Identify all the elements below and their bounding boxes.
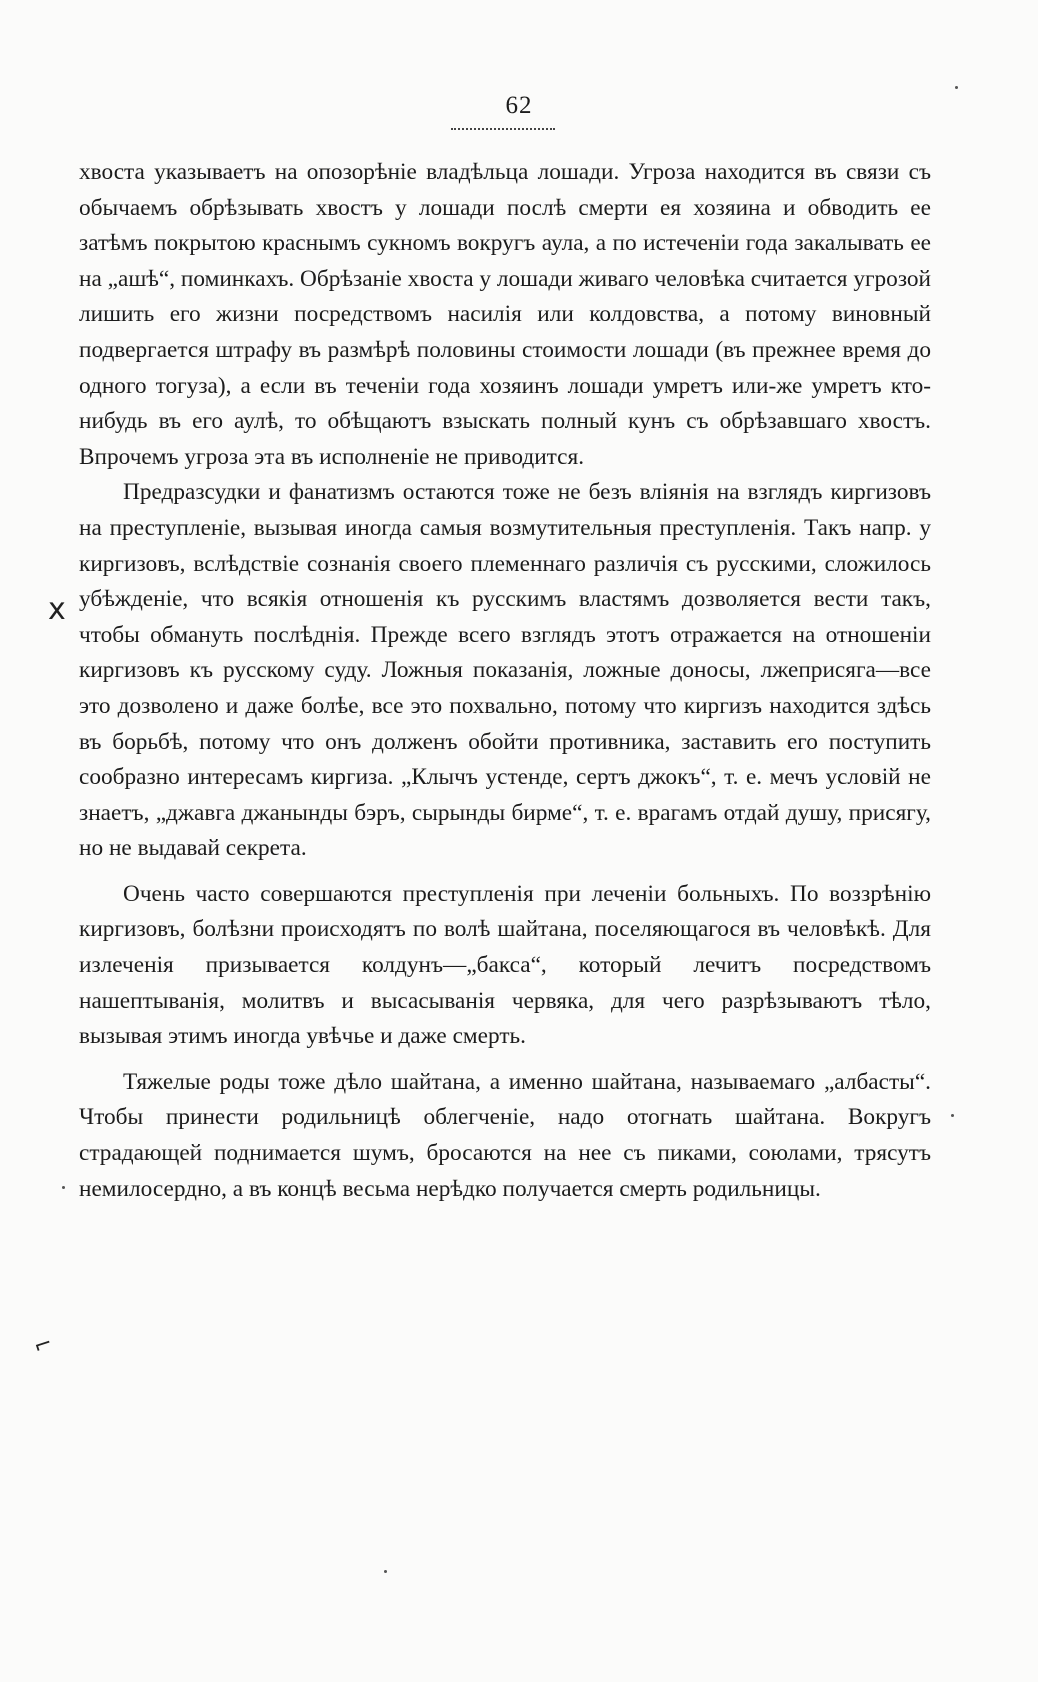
ink-speck [951,1114,954,1117]
paragraph-3: Очень часто совершаются преступленія при леченіи больныхъ. По воззрѣнію киргизовъ, болѣзни происходятъ по волѣ шайтана, поселяющагося въ человѣкѣ. Для излеченія призывается колдунъ—„бакса“, который лечитъ посредствомъ нашептыванія, молитвъ и высасыванія червяка, для чего разрѣзываютъ тѣло, вызывая этимъ иногда увѣчье и даже смерть. [79,880,931,1050]
ink-speck [62,1186,65,1189]
paragraph-2: Предразсудки и фанатизмъ остаются тоже не безъ вліянія на взглядъ киргизовъ на преступленіе, вызывая иногда самыя возмутительныя преступленія. Такъ напр. у киргизовъ, вслѣдствіе сознанія своего племеннаго различія съ русскими, сложилось убѣжденіе, что всякія отношенія къ русскимъ властямъ дозволяется вести такъ, чтобы обмануть послѣднія. Прежде всего взглядъ этотъ отражается на отношеніи киргизовъ къ русскому суду. Ложныя показанія, ложные доносы, лжеприсяга—все это дозволено и даже болѣе, все это похвально, потому что киргизъ находится здѣсь въ борьбѣ, потому что онъ долженъ обойти противника, заставить его поступить сообразно интересамъ киргиза. „Клычъ устенде, сертъ джокъ“, т. е. мечъ условій не знаетъ, „джавга джанынды бэръ, сырынды бирме“, т. е. врагамъ отдай душу, присягу, но не выдавай секрета. [79,479,931,862]
paragraph-gap [79,867,931,877]
page-number-rule [451,128,555,130]
ink-speck [955,86,958,89]
page-number: 62 [505,92,533,119]
paragraph-4: Тяжелые роды тоже дѣло шайтана, а именно шайтана, называемаго „албасты“. Чтобы принести родильницѣ облегченіе, надо отогнать шайтана. Вокругъ страдающей поднимается шумъ, бросаются на нее съ пиками, союлами, трясутъ немилосердно, а въ концѣ весьма нерѣдко получается смерть родильницы. [79,1068,931,1202]
body-text [79,155,931,1207]
paragraph-1: хвоста указываетъ на опозорѣніе владѣльца лошади. Угроза находится въ связи съ обычаемъ обрѣзывать хвостъ у лошади послѣ смерти ея хозяина и обводить ее затѣмъ покрытою краснымъ сукномъ вокругъ аула, а по истеченіи года закалывать ее на „ашѣ“, поминкахъ. Обрѣзаніе хвоста у лошади живаго человѣка считается угрозой лишить его жизни посредствомъ насилія или колдовства, а потому виновный подвергается штрафу въ размѣрѣ половины стоимости лошади (въ прежнее время до одного тогуза), а если въ теченіи года хозяинъ лошади умретъ или-же умретъ кто-нибудь въ его аулѣ, то обѣщаютъ взыскать полный кунъ съ обрѣзавшаго хвостъ. Впрочемъ угроза эта въ исполненіе не приводится. [79,159,931,470]
margin-x-mark: x [48,592,66,627]
paragraph-gap [79,1055,931,1065]
ink-speck [384,1570,387,1573]
margin-tick-mark: ⌐ [30,1330,56,1361]
